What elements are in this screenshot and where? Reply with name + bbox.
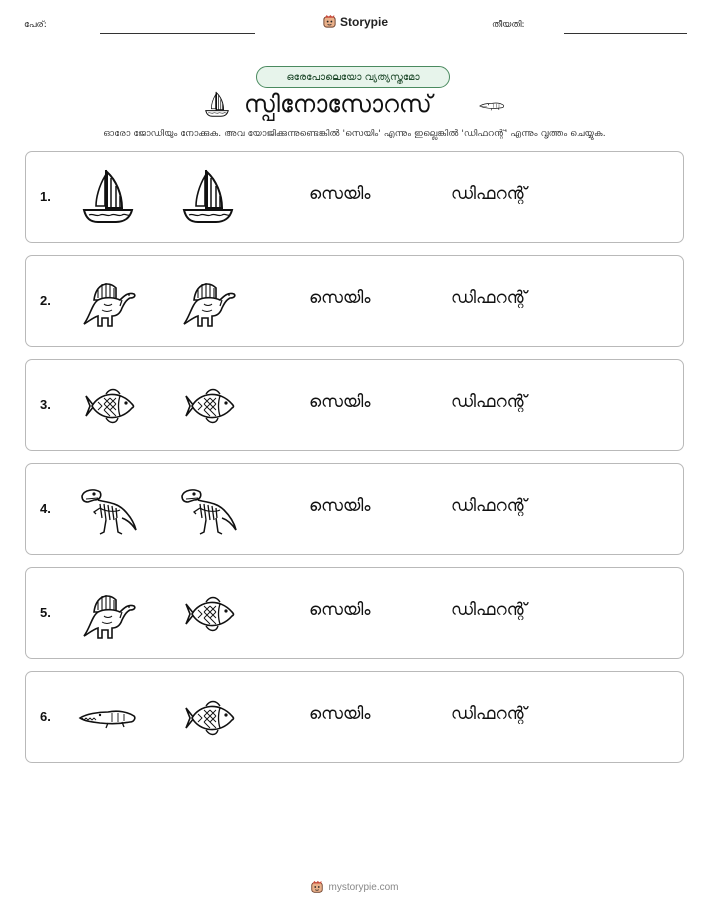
different-option[interactable]: ഡിഫറന്റ് bbox=[451, 288, 527, 308]
same-option[interactable]: സെയിം bbox=[309, 288, 371, 308]
footer bbox=[0, 880, 709, 894]
row-number: 6. bbox=[40, 709, 51, 724]
row-number: 5. bbox=[40, 605, 51, 620]
different-option[interactable]: ഡിഫറന്റ് bbox=[451, 184, 527, 204]
dinosaur-skeleton-icon bbox=[76, 478, 140, 542]
crocodile-icon bbox=[476, 92, 508, 120]
same-option[interactable]: സെയിം bbox=[309, 184, 371, 204]
sailboat-icon bbox=[202, 90, 232, 120]
exercise-row bbox=[25, 567, 684, 659]
exercise-row bbox=[25, 671, 684, 763]
row-number: 4. bbox=[40, 501, 51, 516]
instructions: ഓരോ ജോഡിയും നോക്കുക. അവ യോജിക്കുന്നുണ്ടെങ്കിൽ 'സെയിം' എന്നും ഇല്ലെങ്കിൽ 'ഡിഫറന്റ്' എന്നും വൃത്തം ചെയ്യുക. bbox=[103, 128, 606, 139]
row-number: 1. bbox=[40, 189, 51, 204]
different-option[interactable]: ഡിഫറന്റ് bbox=[451, 704, 527, 724]
exercise-row bbox=[25, 359, 684, 451]
brand bbox=[322, 14, 388, 29]
name-line[interactable] bbox=[100, 33, 255, 34]
exercise-row bbox=[25, 255, 684, 347]
same-option[interactable]: സെയിം bbox=[309, 496, 371, 516]
badge-label: ഒരേപോലെയോ വ്യത്യസ്തമോ bbox=[286, 71, 420, 83]
fish-icon bbox=[176, 582, 240, 646]
crocodile-icon bbox=[76, 686, 140, 750]
same-option[interactable]: സെയിം bbox=[309, 392, 371, 412]
sailboat-icon bbox=[76, 166, 140, 230]
spinosaurus-icon bbox=[76, 582, 140, 646]
spinosaurus-icon bbox=[76, 270, 140, 334]
worksheet-type-badge bbox=[256, 66, 450, 88]
sailboat-icon bbox=[176, 166, 240, 230]
dinosaur-skeleton-icon bbox=[176, 478, 240, 542]
spinosaurus-icon bbox=[176, 270, 240, 334]
storypie-logo-icon bbox=[310, 880, 324, 894]
storypie-logo-icon bbox=[322, 14, 337, 29]
date-line[interactable] bbox=[564, 33, 687, 34]
row-number: 2. bbox=[40, 293, 51, 308]
different-option[interactable]: ഡിഫറന്റ് bbox=[451, 600, 527, 620]
brand-name: Storypie bbox=[340, 14, 389, 29]
page-title: സ്പിനോസോറസ് bbox=[244, 90, 432, 118]
fish-icon bbox=[176, 374, 240, 438]
fish-icon bbox=[176, 686, 240, 750]
different-option[interactable]: ഡിഫറന്റ് bbox=[451, 496, 527, 516]
footer-url: mystorypie.com bbox=[328, 881, 399, 893]
different-option[interactable]: ഡിഫറന്റ് bbox=[451, 392, 527, 412]
title-row bbox=[0, 90, 709, 122]
name-label: പേര്: bbox=[24, 20, 47, 30]
date-label: തീയതി: bbox=[492, 20, 525, 30]
row-number: 3. bbox=[40, 397, 51, 412]
exercise-row bbox=[25, 463, 684, 555]
exercise-row bbox=[25, 151, 684, 243]
same-option[interactable]: സെയിം bbox=[309, 704, 371, 724]
fish-icon bbox=[76, 374, 140, 438]
same-option[interactable]: സെയിം bbox=[309, 600, 371, 620]
